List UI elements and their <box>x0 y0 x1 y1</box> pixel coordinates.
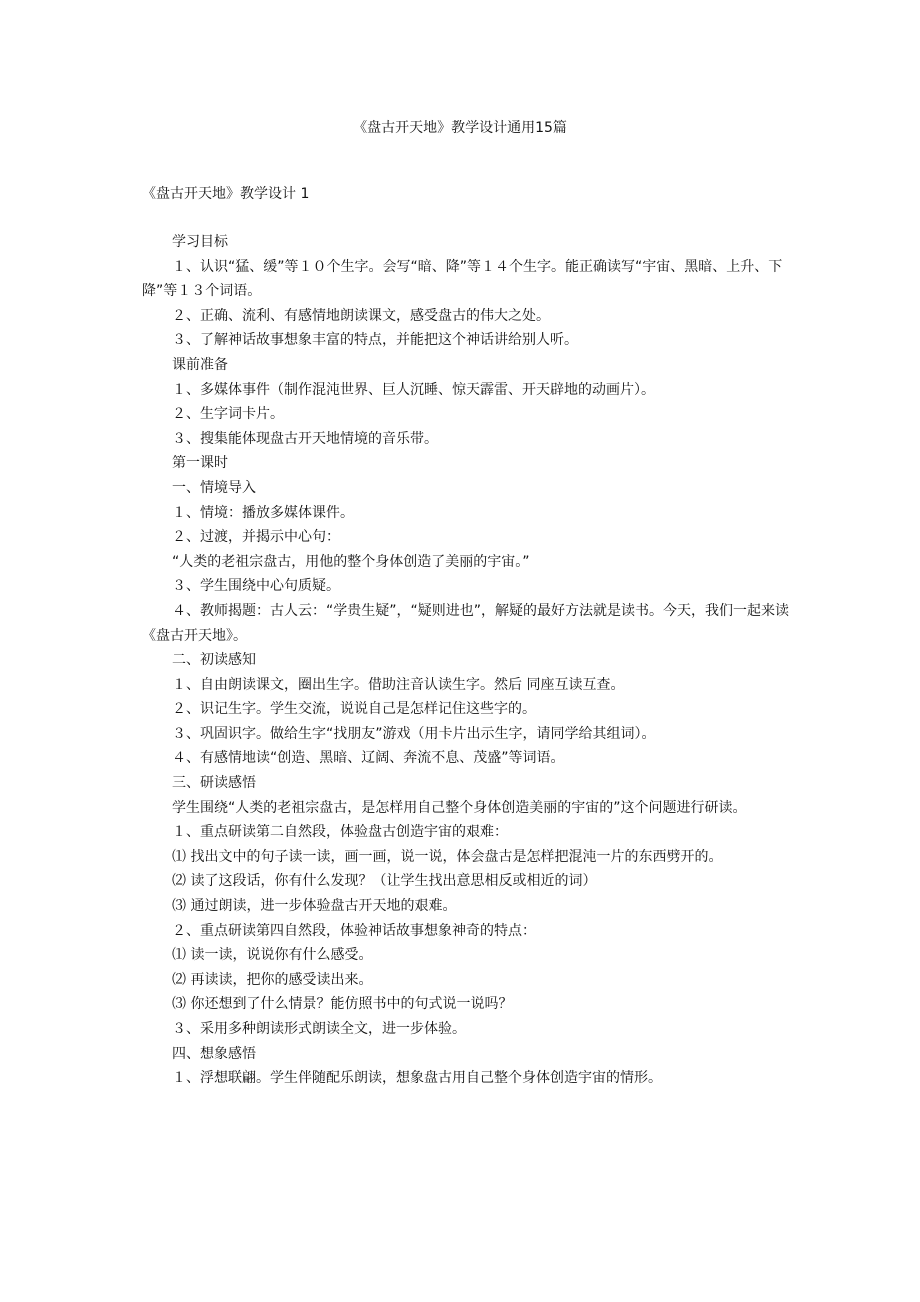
paragraph: 二、初读感知 <box>172 652 256 669</box>
paragraph: ⑶ 你还想到了什么情景？能仿照书中的句式说一说吗？ <box>172 996 513 1013</box>
paragraph: ⑶ 通过朗读，进一步体验盘古开天地的艰难。 <box>172 898 457 915</box>
paragraph: ３、搜集能体现盘古开天地情境的音乐带。 <box>172 430 438 447</box>
paragraph: ２、重点研读第四自然段，体验神话故事想象神奇的特点： <box>172 922 536 939</box>
paragraph: ３、了解神话故事想象丰富的特点，并能把这个神话讲给别人听。 <box>172 332 578 349</box>
paragraph: ⑵ 读了这段话，你有什么发现？（让学生找出意思相反或相近的词） <box>172 873 597 890</box>
paragraph: 课前准备 <box>172 356 228 373</box>
paragraph: ４、有感情地读“创造、黑暗、辽阔、奔流不息、茂盛”等词语。 <box>172 750 565 767</box>
paragraph: ⑴ 读一读，说说你有什么感受。 <box>172 947 373 964</box>
section-heading: 《盘古开天地》教学设计 1 <box>142 186 310 202</box>
paragraph: 学习目标 <box>172 234 228 250</box>
paragraph: １、浮想联翩。学生伴随配乐朗读，想象盘古用自己整个身体创造宇宙的情形。 <box>172 1070 662 1087</box>
paragraph: ⑵ 再读读，把你的感受读出来。 <box>172 971 373 988</box>
paragraph: ３、巩固识字。做给生字“找朋友”游戏（用卡片出示生字，请同学给其组词）。 <box>172 725 656 742</box>
paragraph: ２、识记生字。学生交流，说说自己是怎样记住这些字的。 <box>172 701 536 718</box>
paragraph: 一、情境导入 <box>172 479 256 496</box>
document-body <box>142 230 792 1091</box>
paragraph: １、认识“猛、缓”等１０个生字。会写“暗、降”等１４个生字。能正确读写“宇宙、黑暗、上升、下降”等１３个词语。 <box>142 258 783 300</box>
paragraph: １、重点研读第二自然段，体验盘古创造宇宙的艰难： <box>172 824 508 841</box>
paragraph: ⑴ 找出文中的句子读一读，画一画，说一说，体会盘古是怎样把混沌一片的东西劈开的。 <box>172 848 723 865</box>
paragraph: ２、过渡，并揭示中心句： <box>172 529 340 546</box>
paragraph: “人类的老祖宗盘古，用他的整个身体创造了美丽的宇宙。” <box>172 553 530 570</box>
paragraph: ２、正确、流利、有感情地朗读课文，感受盘古的伟大之处。 <box>172 307 550 324</box>
paragraph: ４、教师揭题：古人云：“学贵生疑”，“疑则进也”，解疑的最好方法就是读书。今天，我们一起来读《盘古开天地》。 <box>142 602 790 644</box>
paragraph: 第一课时 <box>172 455 228 472</box>
paragraph: 学生围绕“人类的老祖宗盘古，是怎样用自己整个身体创造美丽的宇宙的”这个问题进行研读。 <box>172 799 747 816</box>
paragraph: ３、学生围绕中心句质疑。 <box>172 578 340 595</box>
paragraph: １、自由朗读课文，圈出生字。借助注音认读生字。然后 同座互读互查。 <box>172 676 625 693</box>
document-title: 《盘古开天地》教学设计通用15篇 <box>353 120 567 136</box>
paragraph: 三、研读感悟 <box>172 775 256 792</box>
paragraph: 四、想象感悟 <box>172 1045 256 1062</box>
paragraph: ２、生字词卡片。 <box>172 406 284 423</box>
paragraph: １、多媒体事件（制作混沌世界、巨人沉睡、惊天霹雷、开天辟地的动画片）。 <box>172 381 655 398</box>
paragraph: ３、采用多种朗读形式朗读全文，进一步体验。 <box>172 1021 466 1037</box>
paragraph: １、情境：播放多媒体课件。 <box>172 504 354 521</box>
